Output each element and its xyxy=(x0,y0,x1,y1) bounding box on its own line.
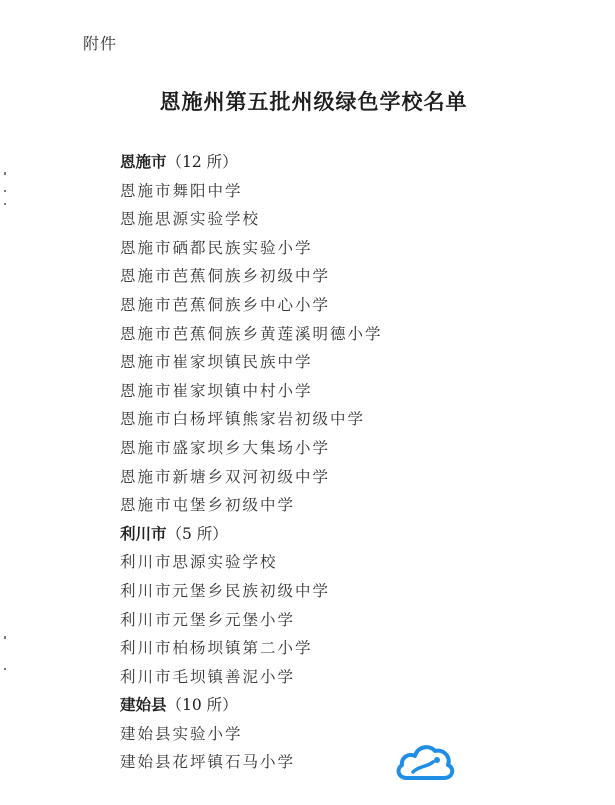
group-count: （5 所） xyxy=(166,524,228,543)
list-item: 建始县实验小学 xyxy=(120,724,243,743)
list-item: 恩施市芭蕉侗族乡黄莲溪明德小学 xyxy=(120,324,383,343)
group-count: （10 所） xyxy=(166,696,238,715)
group-name: 恩施市 xyxy=(120,153,167,171)
list-item: 恩施思源实验学校 xyxy=(120,210,261,229)
list-item: 恩施市舞阳中学 xyxy=(120,181,243,200)
list-item: 利川市元堡乡民族初级中学 xyxy=(120,581,331,600)
group-count: （12 所） xyxy=(166,153,238,171)
list-item: 恩施市盛家坝乡大集场小学 xyxy=(120,438,331,457)
list-item: 建始县花坪镇石马小学 xyxy=(120,753,296,772)
group-name: 利川市 xyxy=(120,524,167,543)
school-list xyxy=(120,148,383,777)
scan-mark xyxy=(4,172,6,175)
list-item: 恩施市芭蕉侗族乡中心小学 xyxy=(120,295,331,314)
list-item: 利川市柏杨坝镇第二小学 xyxy=(120,639,313,658)
list-item: 恩施市芭蕉侗族乡初级中学 xyxy=(120,267,331,286)
list-item: 利川市思源实验学校 xyxy=(120,553,278,572)
group-heading xyxy=(120,520,383,549)
list-item: 利川市元堡乡元堡小学 xyxy=(120,610,296,629)
cloud-logo-icon xyxy=(393,740,457,786)
list-item: 恩施市硒都民族实验小学 xyxy=(120,238,313,257)
scan-mark xyxy=(4,190,6,192)
scan-mark xyxy=(4,636,6,639)
group-name: 建始县 xyxy=(120,696,167,715)
page-title: 恩施州第五批州级绿色学校名单 xyxy=(159,90,468,114)
list-item: 利川市毛坝镇善泥小学 xyxy=(120,667,296,686)
attachment-label: 附件 xyxy=(83,34,118,53)
group-heading xyxy=(120,148,383,177)
scan-mark xyxy=(4,203,6,205)
list-item: 恩施市白杨坪镇熊家岩初级中学 xyxy=(120,410,366,429)
group-heading xyxy=(120,691,383,720)
list-item: 恩施市新塘乡双河初级中学 xyxy=(120,467,331,486)
list-item: 恩施市崔家坝镇民族中学 xyxy=(120,353,313,372)
list-item: 恩施市屯堡乡初级中学 xyxy=(120,496,296,515)
scan-mark xyxy=(4,668,6,670)
list-item: 恩施市崔家坝镇中村小学 xyxy=(120,381,313,400)
